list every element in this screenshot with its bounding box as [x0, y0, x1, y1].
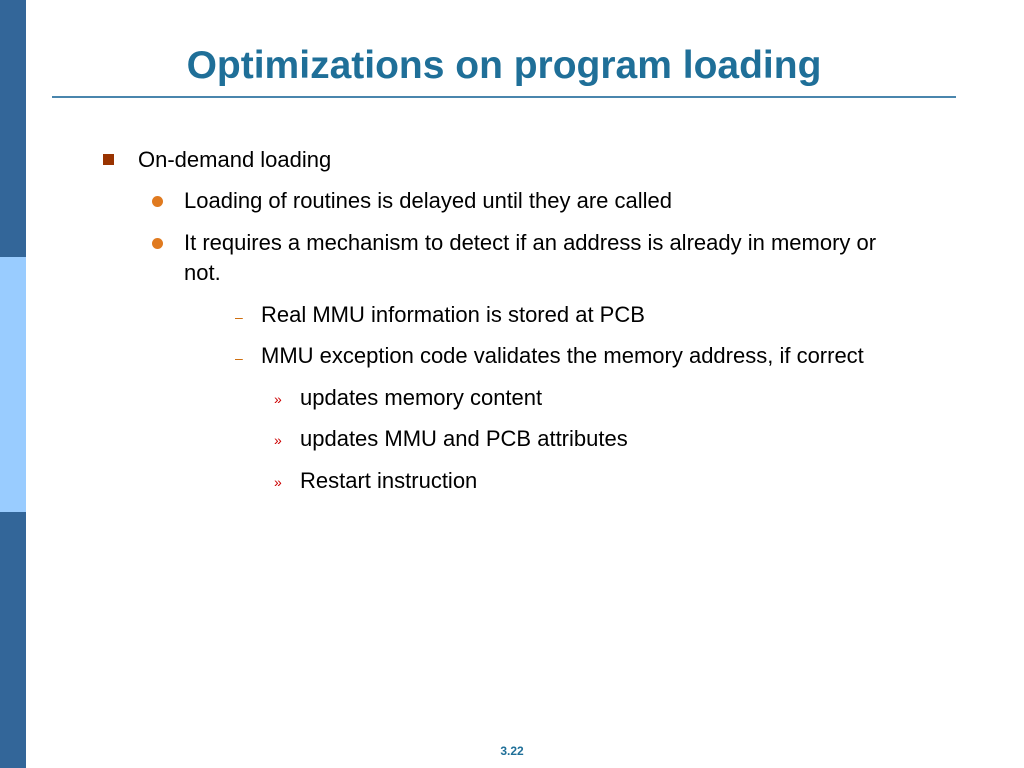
bullet-level2: It requires a mechanism to detect if an address is already in memory or [184, 230, 877, 255]
raquo-bullet-icon: » [274, 432, 282, 448]
bullet-level4: updates MMU and PCB attributes [300, 426, 628, 451]
dash-bullet-icon: – [235, 309, 243, 325]
sidebar-band-top [0, 0, 26, 257]
sidebar-band-middle [0, 257, 26, 512]
raquo-bullet-icon: » [274, 474, 282, 490]
bullet-level2-continuation: not. [184, 260, 221, 285]
page-number: 3.22 [500, 744, 524, 758]
bullet-level4: Restart instruction [300, 468, 478, 493]
dash-bullet-icon: – [235, 350, 243, 366]
slide-title: Optimizations on program loading [186, 44, 822, 87]
bullet-level3: MMU exception code validates the memory address, if correct [261, 343, 864, 368]
dot-bullet-icon [152, 238, 163, 249]
sidebar-band-bottom [0, 512, 26, 768]
raquo-bullet-icon: » [274, 391, 282, 407]
bullet-level4: updates memory content [300, 385, 543, 410]
bullet-level3: Real MMU information is stored at PCB [261, 302, 645, 327]
title-underline [52, 96, 956, 98]
bullet-level2: Loading of routines is delayed until they are called [184, 188, 672, 213]
dot-bullet-icon [152, 196, 163, 207]
square-bullet-icon [103, 154, 114, 165]
bullet-level1: On-demand loading [138, 147, 332, 172]
